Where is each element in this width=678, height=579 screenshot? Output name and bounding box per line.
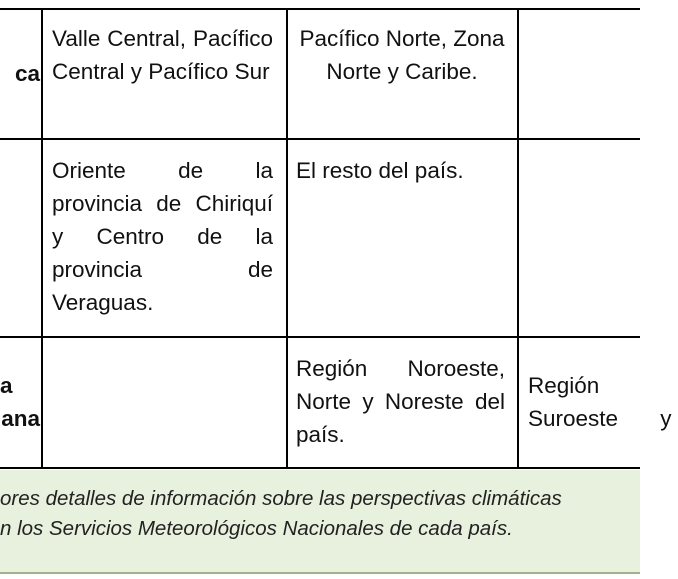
col-divider-1 [41, 8, 43, 468]
table-bottom-border [0, 467, 640, 469]
country-cell-line1: a [0, 373, 13, 398]
country-cell-line2: ana [1, 406, 40, 431]
row-divider-1 [0, 138, 640, 140]
region-cell: El resto del país. [296, 158, 464, 183]
footnote-line-2: n los Servicios Meteorológicos Nacionales de cada país. [0, 517, 513, 540]
col-divider-3 [517, 8, 519, 468]
footnote-text [0, 484, 656, 544]
table-top-border [0, 8, 640, 10]
region-cell: Valle Central, Pacífico Central y Pacífico Sur [52, 26, 273, 84]
region-cell: Región Suroeste y [528, 373, 672, 431]
country-cell: ca [14, 61, 40, 86]
footnote-box [0, 470, 640, 574]
footnote-line-1: ores detalles de información sobre las perspectivas climáticas [0, 487, 562, 510]
region-cell: Oriente de la provincia de Chiriquí y Centro de la provincia de Veraguas. [52, 158, 273, 315]
region-cell: Región Noroeste, Norte y Noreste del país. [296, 356, 505, 447]
row-divider-2 [0, 336, 640, 338]
region-cell: Pacífico Norte, Zona Norte y Caribe. [299, 26, 505, 84]
col-divider-2 [286, 8, 288, 468]
